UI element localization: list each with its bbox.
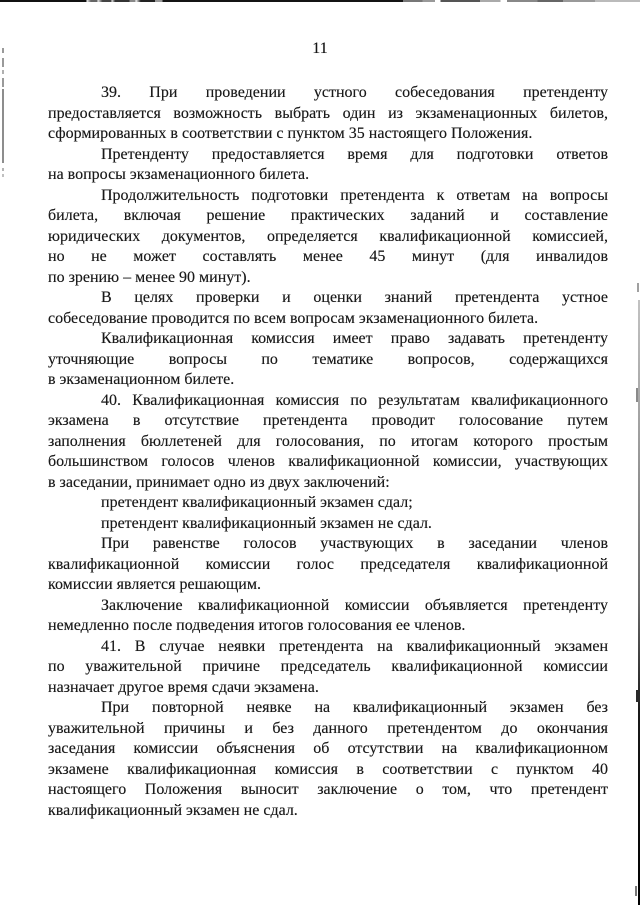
paragraph xyxy=(48,698,608,821)
text-line: заседания комиссии объяснения об отсутствии на квалификационном xyxy=(48,740,608,757)
paragraph xyxy=(48,596,608,637)
text-line: по уважительной причине председатель квалификационной комиссии xyxy=(48,658,608,675)
text-line: 41. В случае неявки претендента на квалификационный экзамен xyxy=(101,637,608,655)
text-line: уточняющие вопросы по тематике вопросов, содержащихся xyxy=(48,350,608,368)
text-line: в экзаменационном билете. xyxy=(48,371,235,388)
text-line: При равенстве голосов участвующих в заседании членов xyxy=(101,535,608,552)
text-line: комиссии является решающим. xyxy=(48,576,261,593)
text-line: 40. Квалификационная комиссия по результатам квалификационного xyxy=(101,391,608,409)
scan-artifact-right-tick xyxy=(637,283,639,292)
text-line: большинством голосов членов квалификационной комиссии, участвующих xyxy=(48,453,608,470)
text-line: 39. При проведении устного собеседования претенденту xyxy=(101,84,608,101)
text-line: При повторной неявке на квалификационный экзамен без xyxy=(101,699,608,716)
document-body xyxy=(48,83,608,821)
text-line: настоящего Положения выносит заключение о том, что претендент xyxy=(48,781,608,798)
text-line: сформированных в соответствии с пунктом 35 настоящего Положения. xyxy=(48,125,533,142)
text-line: Претенденту предоставляется время для подготовки ответов xyxy=(101,145,608,163)
text-line: на вопросы экзаменационного билета. xyxy=(48,166,310,183)
text-line: Квалификационная комиссия имеет право задавать претенденту xyxy=(101,330,608,347)
text-line: квалификационной комиссии голос председателя квалификационной xyxy=(48,555,608,573)
text-line: назначает другое время сдачи экзамена. xyxy=(48,678,319,696)
paragraph xyxy=(48,186,608,289)
page-number: 11 xyxy=(312,40,328,57)
paragraph xyxy=(48,288,608,329)
text-line: Заключение квалификационной комиссии объявляется претенденту xyxy=(101,596,608,614)
paragraph xyxy=(48,534,608,596)
text-line: предоставляется возможность выбрать один из экзаменационных билетов, xyxy=(48,104,608,122)
text-line: В целях проверки и оценки знаний претендента устное xyxy=(101,289,608,306)
text-line: экзамене квалификационная комиссия в соответствии с пунктом 40 xyxy=(48,760,608,778)
text-line: заполнения бюллетеней для голосования, по итогам которого простым xyxy=(48,432,608,450)
paragraph-39 xyxy=(48,83,608,145)
paragraph xyxy=(48,329,608,391)
paragraph-41 xyxy=(48,637,608,699)
scan-artifact-right-tick xyxy=(636,388,638,402)
text-line: по зрению – менее 90 минут). xyxy=(48,268,251,286)
text-line: юридических документов, определяется квалификационной комиссией, xyxy=(48,227,608,245)
text-line: претендент квалификационный экзамен сдал; xyxy=(101,494,413,511)
text-line: уважительной причины и без данного претендентом до окончания xyxy=(48,719,608,737)
paragraph xyxy=(48,145,608,186)
text-line: претендент квалификационный экзамен не сдал. xyxy=(101,514,432,532)
text-line: немедленно после подведения итогов голосования ее членов. xyxy=(48,617,466,634)
text-line: но не может составлять менее 45 минут (для инвалидов xyxy=(48,248,608,265)
paragraph-conclusion-passed xyxy=(48,493,608,514)
text-line: квалификационный экзамен не сдал. xyxy=(48,801,298,819)
text-line: в заседании, принимает одно из двух заключений: xyxy=(48,473,390,491)
scan-artifact-right-blob xyxy=(636,690,640,702)
scan-artifact-left-edge xyxy=(0,0,6,905)
paragraph-conclusion-failed xyxy=(48,514,608,535)
paragraph-40 xyxy=(48,391,608,494)
text-line: собеседование проводится по всем вопросам экзаменационного билета. xyxy=(48,309,539,327)
scan-artifact-right-tick xyxy=(635,886,637,896)
text-line: билета, включая решение практических заданий и составление xyxy=(48,207,608,224)
scan-artifact-top-edge xyxy=(0,0,640,2)
text-line: экзамена в отсутствие претендента проводит голосование путем xyxy=(48,412,608,429)
text-line: Продолжительность подготовки претендента к ответам на вопросы xyxy=(101,186,608,204)
